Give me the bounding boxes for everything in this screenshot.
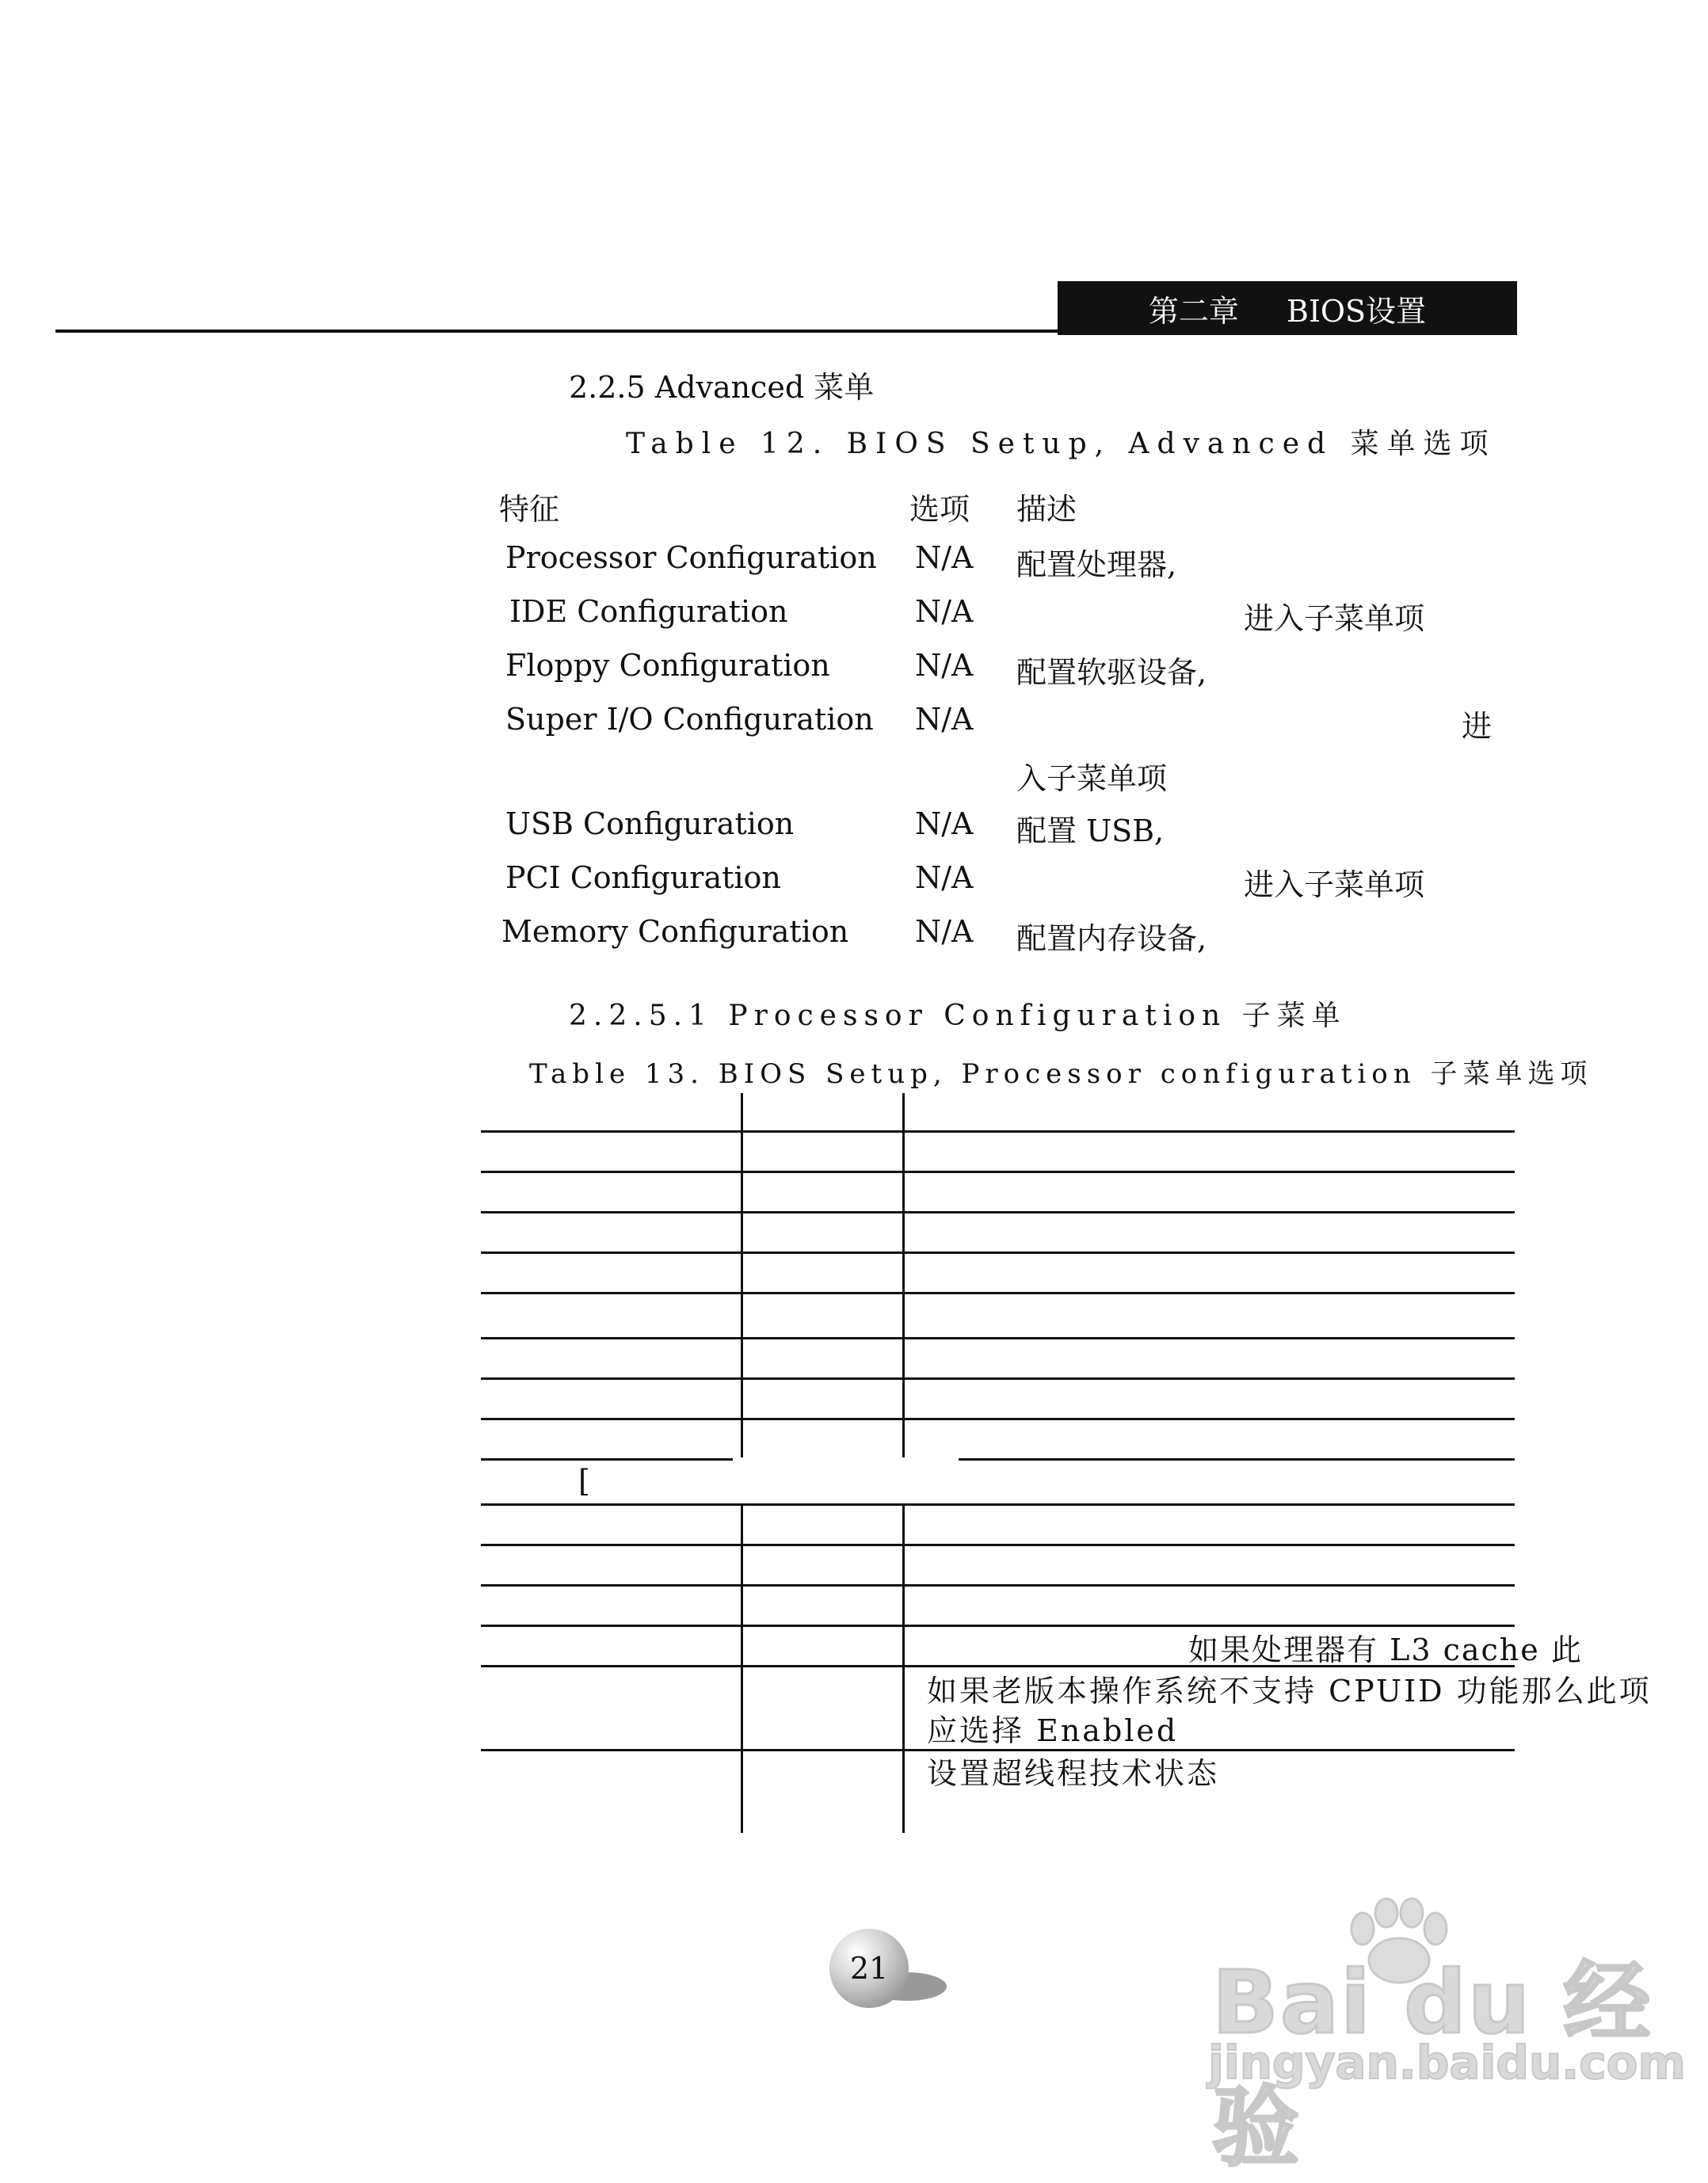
table-13-rule: [481, 1418, 1515, 1420]
row-feature: USB Configuration: [505, 806, 795, 841]
row-feature: PCI Configuration: [505, 860, 781, 895]
table-13-cell-text: 如果老版本操作系统不支持 CPUID 功能那么此项: [927, 1674, 1652, 1709]
table-13-rule: [481, 1130, 1515, 1133]
row-option: N/A: [915, 914, 974, 949]
row-description: 配置内存设备,: [1016, 921, 1207, 956]
table-13-rule: [481, 1337, 1515, 1339]
table-13-rule: [481, 1503, 1515, 1506]
baidu-watermark: Bai du 经验: [1212, 1952, 1653, 2178]
row-feature: Memory Configuration: [501, 914, 849, 949]
row-option: N/A: [915, 540, 974, 575]
row-description: 进入子菜单项: [1244, 601, 1425, 636]
row-description: 配置软驱设备,: [1016, 655, 1207, 690]
row-description: 进: [1462, 709, 1493, 744]
row-description: 配置 USB,: [1016, 813, 1165, 848]
table-13-rule: [481, 1211, 1515, 1213]
section-heading-2-2-5-1: 2.2.5.1 Processor Configuration 子菜单: [569, 1000, 1347, 1032]
table-13-caption: Table 13. BIOS Setup, Processor configuration 子菜单选项: [529, 1058, 1593, 1090]
section-heading-2-2-5: 2.2.5 Advanced 菜单: [569, 370, 875, 405]
table-13-rule: [481, 1377, 1515, 1380]
chapter-header: [1058, 281, 1517, 335]
table-13-rule: [481, 1544, 1515, 1546]
row-description: 入子菜单项: [1016, 761, 1168, 796]
table-13-cell-text: 设置超线程技术状态: [927, 1756, 1220, 1791]
row-option: N/A: [915, 648, 974, 683]
table-13-rule: [481, 1458, 733, 1461]
row-option: N/A: [915, 806, 974, 841]
header-feature: 特征: [499, 492, 560, 527]
row-feature: IDE Configuration: [509, 594, 788, 629]
table-13-column-rule: [741, 1093, 743, 1457]
row-feature: Floppy Configuration: [505, 648, 830, 683]
row-option: N/A: [915, 860, 974, 895]
table-13-cell-text: 如果处理器有 L3 cache 此: [1188, 1632, 1583, 1667]
table-13-column-rule: [902, 1093, 905, 1457]
chapter-label: 第二章: [1148, 293, 1239, 329]
row-description: 配置处理器,: [1016, 547, 1177, 582]
row-description: 进入子菜单项: [1244, 867, 1425, 902]
table-13-rule: [481, 1171, 1515, 1173]
table-13-rule: [481, 1584, 1515, 1587]
header-option: 选项: [909, 492, 970, 527]
page-number: 21: [829, 1929, 909, 2008]
header-description: 描述: [1016, 492, 1077, 527]
table-13-column-rule: [741, 1503, 743, 1833]
chapter-title: BIOS设置: [1286, 293, 1427, 329]
table-13-rule: [959, 1458, 1515, 1461]
table-13-rule: [481, 1292, 1515, 1294]
row-feature: Processor Configuration: [505, 540, 877, 575]
table-12-caption: Table 12. BIOS Setup, Advanced 菜单选项: [626, 428, 1496, 460]
row-option: N/A: [915, 702, 974, 737]
table-13-rule: [481, 1252, 1515, 1254]
table-13-bracket: [: [578, 1464, 590, 1499]
header-rule: [55, 330, 1062, 333]
table-13-column-rule: [902, 1503, 905, 1833]
baidu-watermark-url: jingyan.baidu.com: [1208, 2036, 1686, 2090]
table-13-cell-text: 应选择 Enabled: [927, 1713, 1179, 1748]
row-feature: Super I/O Configuration: [505, 702, 874, 737]
row-option: N/A: [915, 594, 974, 629]
